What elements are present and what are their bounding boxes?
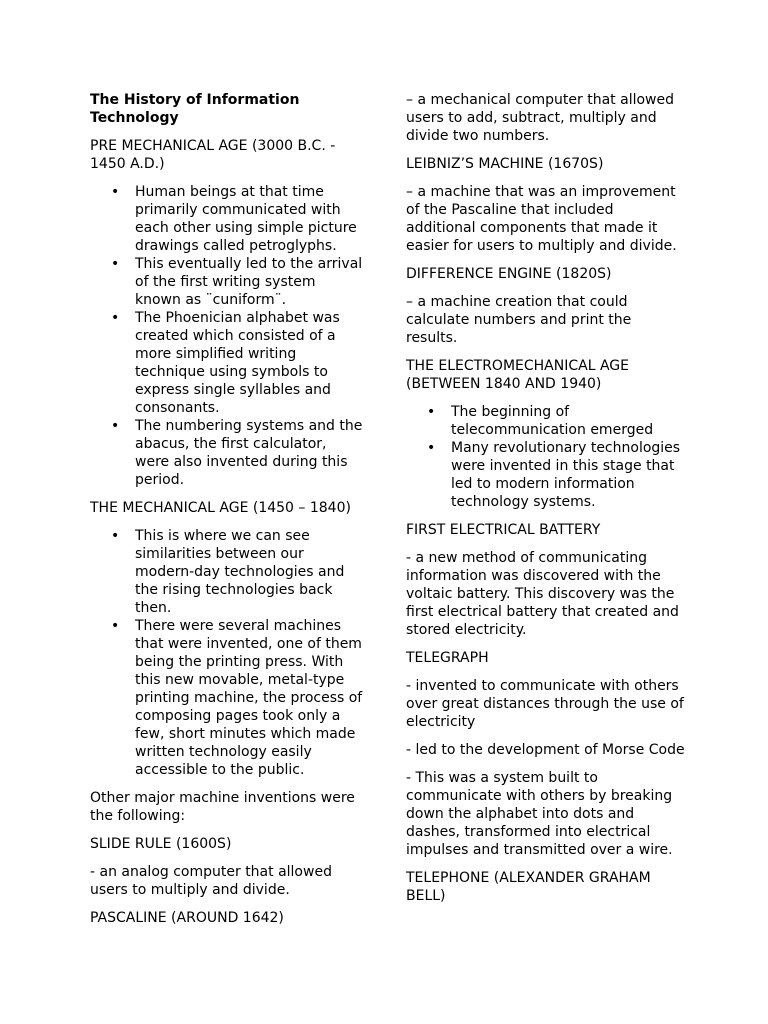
paragraph-difference-engine: – a machine creation that could calculate numbers and print the results. [406, 294, 632, 346]
list-item: • Many revolutionary technologies were invented in this stage that led to modern information technology systems. [406, 439, 686, 511]
pre-mechanical-age-list [90, 183, 365, 489]
heading-telephone: TELEPHONE (ALEXANDER GRAHAM BELL) [406, 870, 651, 904]
list-item: • The Phoenician alphabet was created which consisted of a more simplified writing technique using symbols to express single syllables and consonants. [90, 309, 365, 417]
section-heading-mechanical-age: THE MECHANICAL AGE (1450 – 1840) [90, 500, 351, 516]
list-item: • There were several machines that were invented, one of them being the printing press. With this new movable, metal-type printing machine, the process of composing pages took only a few, short minutes which made written technology easily accessible to the public. [90, 617, 365, 779]
paragraph-other-inventions: Other major machine inventions were the following: [90, 790, 355, 824]
heading-slide-rule: SLIDE RULE (1600S) [90, 836, 232, 852]
heading-difference-engine: DIFFERENCE ENGINE (1820S) [406, 266, 612, 282]
heading-pascaline: PASCALINE (AROUND 1642) [90, 910, 284, 926]
right-column [406, 91, 686, 915]
list-item: • The numbering systems and the abacus, the first calculator, were also invented during this period. [90, 417, 365, 489]
section-heading-electromechanical-age: THE ELECTROMECHANICAL AGE (BETWEEN 1840 AND 1940) [406, 358, 629, 392]
mechanical-age-list [90, 527, 365, 779]
list-item: • Human beings at that time primarily communicated with each other using simple picture drawings called petroglyphs. [90, 183, 365, 255]
list-item: • This eventually led to the arrival of the first writing system known as ¨cuniform¨. [90, 255, 365, 309]
paragraph-slide-rule: - an analog computer that allowed users to multiply and divide. [90, 864, 332, 898]
paragraph-first-electrical-battery: - a new method of communicating information was discovered with the voltaic battery. This discovery was the first electrical battery that created and stored electricity. [406, 550, 679, 638]
paragraph-telegraph: - invented to communicate with others over great distances through the use of electricity [406, 678, 684, 730]
paragraph-telegraph: - led to the development of Morse Code [406, 742, 685, 758]
heading-telegraph: TELEGRAPH [406, 650, 489, 666]
section-heading-pre-mechanical-age: PRE MECHANICAL AGE (3000 B.C. - 1450 A.D.) [90, 138, 336, 172]
paragraph-leibniz-machine: – a machine that was an improvement of the Pascaline that included additional components that made it easier for users to multiply and divide. [406, 184, 677, 254]
list-item: • The beginning of telecommunication emerged [406, 403, 686, 439]
heading-first-electrical-battery: FIRST ELECTRICAL BATTERY [406, 522, 601, 538]
paragraph-pascaline: – a mechanical computer that allowed users to add, subtract, multiply and divide two numbers. [406, 92, 674, 144]
paragraph-telegraph: - This was a system built to communicate with others by breaking down the alphabet into dots and dashes, transformed into electrical impulses and transmitted over a wire. [406, 770, 673, 858]
document-title: The History of Information Technology [90, 92, 300, 126]
list-item: • This is where we can see similarities between our modern-day technologies and the rising technologies back then. [90, 527, 365, 617]
left-column [90, 91, 365, 937]
heading-leibniz-machine: LEIBNIZ’S MACHINE (1670S) [406, 156, 604, 172]
electromechanical-age-list [406, 403, 686, 511]
